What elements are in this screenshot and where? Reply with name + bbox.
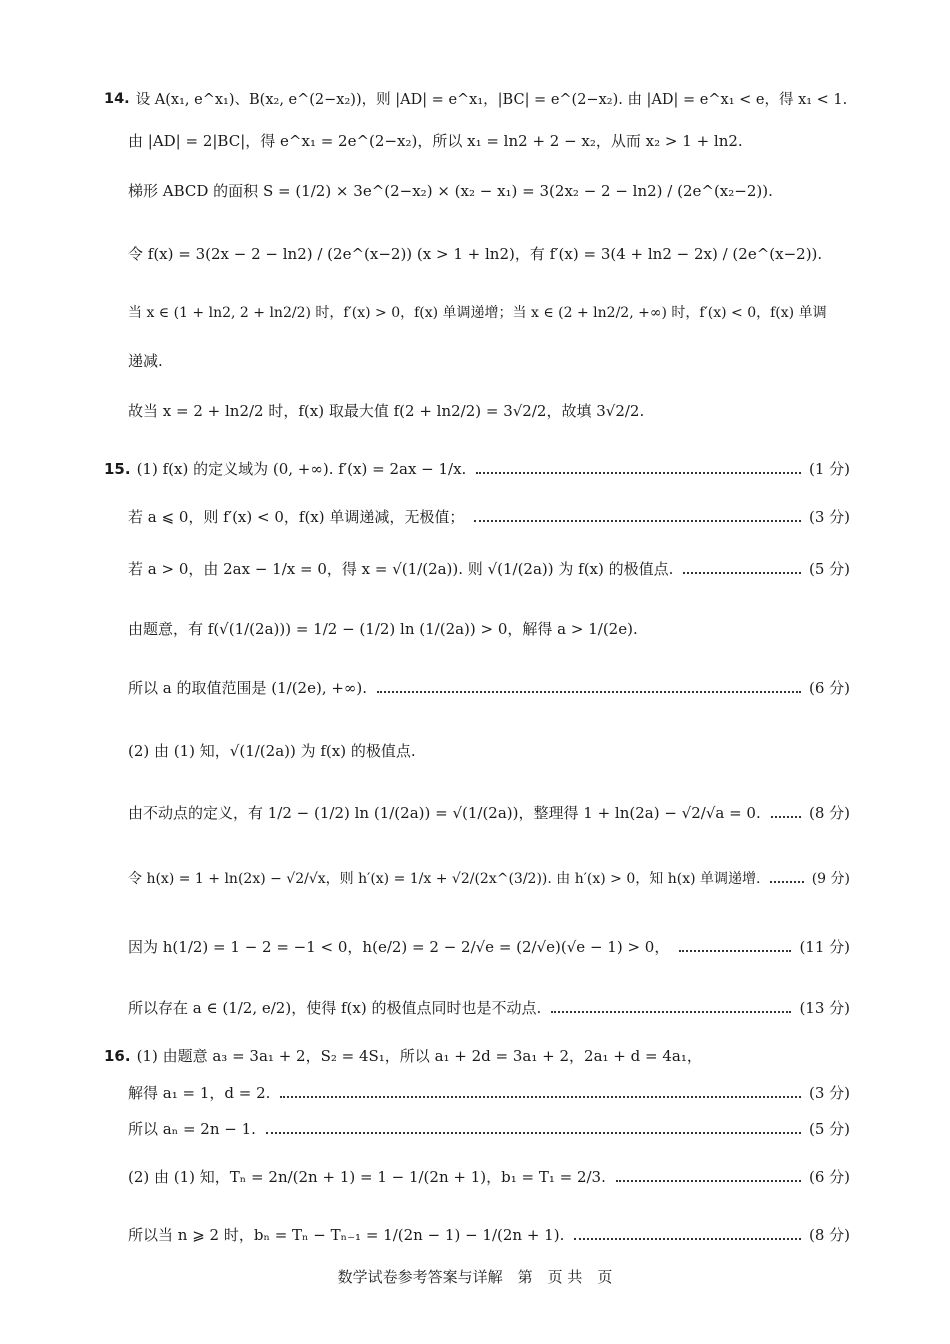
q15-line-8 bbox=[128, 868, 850, 888]
score-label: (13 分) bbox=[799, 999, 850, 1017]
q15-line-4 bbox=[128, 618, 850, 639]
dot-leader bbox=[771, 816, 801, 818]
q16-line-5 bbox=[128, 1224, 850, 1245]
q15-line-7 bbox=[128, 802, 850, 823]
q15-line-10 bbox=[128, 997, 850, 1018]
solution-text: (2) 由 (1) 知，Tₙ = 2n/(2n + 1) = 1 − 1/(2n + 1)，b₁ = T₁ = 2/3. bbox=[128, 1168, 606, 1186]
dot-leader bbox=[616, 1180, 801, 1182]
dot-leader bbox=[266, 1132, 801, 1134]
score-label: (11 分) bbox=[799, 938, 850, 956]
score-label: (5 分) bbox=[808, 560, 850, 578]
dot-leader bbox=[474, 520, 801, 522]
solution-text: 解得 a₁ = 1，d = 2. bbox=[128, 1084, 271, 1102]
q14-line-1 bbox=[104, 88, 850, 109]
solution-text: 递减. bbox=[128, 352, 163, 370]
q15-line-1 bbox=[104, 458, 850, 479]
solution-text: 所以存在 a ∈ (1/2, e/2)，使得 f(x) 的极值点同时也是不动点. bbox=[128, 999, 542, 1017]
q15-line-6 bbox=[128, 740, 850, 761]
q14-line-7 bbox=[128, 400, 850, 421]
solution-text: 梯形 ABCD 的面积 S = (1/2) × 3e^(2−x₂) × (x₂ − x₁) = 3(2x₂ − 2 − ln2) / (2e^(x₂−2)). bbox=[128, 182, 773, 200]
solution-text: 设 A(x₁, e^x₁)、B(x₂, e^(2−x₂))，则 |AD| = e^x₁，|BC| = e^(2−x₂). 由 |AD| = e^x₁ < e，得 x₁ < 1. bbox=[135, 92, 848, 108]
solution-text: 由题意，有 f(√(1/(2a))) = 1/2 − (1/2) ln (1/(2a)) > 0，解得 a > 1/(2e). bbox=[128, 620, 638, 638]
q16-line-1 bbox=[104, 1045, 850, 1066]
solution-text: 故当 x = 2 + ln2/2 时，f(x) 取最大值 f(2 + ln2/2) = 3√2/2，故填 3√2/2. bbox=[128, 402, 645, 420]
solution-text: 所以当 n ⩾ 2 时，bₙ = Tₙ − Tₙ₋₁ = 1/(2n − 1) − 1/(2n + 1). bbox=[128, 1226, 565, 1244]
question-number: 15. bbox=[104, 459, 131, 478]
q16-line-2 bbox=[128, 1082, 850, 1103]
score-label: (6 分) bbox=[808, 1168, 850, 1186]
q15-line-9 bbox=[128, 936, 850, 957]
q16-line-4 bbox=[128, 1166, 850, 1187]
dot-leader bbox=[683, 572, 801, 574]
score-label: (1 分) bbox=[808, 460, 850, 478]
score-label: (8 分) bbox=[808, 804, 850, 822]
solution-text: (1) f(x) 的定义域为 (0, +∞). f′(x) = 2ax − 1/x. bbox=[136, 460, 467, 478]
solution-text: 若 a > 0，由 2ax − 1/x = 0，得 x = √(1/(2a)). 则 √(1/(2a)) 为 f(x) 的极值点. bbox=[128, 560, 674, 578]
q14-line-2 bbox=[128, 130, 850, 151]
solution-text: 若 a ⩽ 0，则 f′(x) < 0，f(x) 单调递减，无极值； bbox=[128, 508, 465, 526]
score-label: (8 分) bbox=[808, 1226, 850, 1244]
question-number: 16. bbox=[104, 1046, 131, 1065]
q14-line-6 bbox=[128, 350, 850, 371]
dot-leader bbox=[679, 950, 791, 952]
solution-text: 因为 h(1/2) = 1 − 2 = −1 < 0，h(e/2) = 2 − 2/√e = (2/√e)(√e − 1) > 0， bbox=[128, 938, 670, 956]
solution-text: 由 |AD| = 2|BC|，得 e^x₁ = 2e^(2−x₂)，所以 x₁ = ln2 + 2 − x₂，从而 x₂ > 1 + ln2. bbox=[128, 132, 743, 150]
score-label: (9 分) bbox=[811, 871, 850, 887]
q15-line-5 bbox=[128, 677, 850, 698]
solution-text: 令 h(x) = 1 + ln(2x) − √2/√x，则 h′(x) = 1/x + √2/(2x^(3/2)). 由 h′(x) > 0，知 h(x) 单调递增. bbox=[128, 871, 761, 887]
q14-line-4 bbox=[128, 243, 850, 264]
score-label: (3 分) bbox=[808, 508, 850, 526]
solution-text: 所以 aₙ = 2n − 1. bbox=[128, 1120, 256, 1138]
solution-text: 由不动点的定义，有 1/2 − (1/2) ln (1/(2a)) = √(1/(2a))，整理得 1 + ln(2a) − √2/√a = 0. bbox=[128, 804, 761, 822]
q15-line-2 bbox=[128, 506, 850, 527]
q14-line-5 bbox=[128, 302, 850, 322]
score-label: (3 分) bbox=[808, 1084, 850, 1102]
score-label: (6 分) bbox=[808, 679, 850, 697]
dot-leader bbox=[770, 881, 803, 883]
q14-line-3 bbox=[128, 180, 850, 201]
solution-text: 当 x ∈ (1 + ln2, 2 + ln2/2) 时，f′(x) > 0，f(x) 单调递增；当 x ∈ (2 + ln2/2, +∞) 时，f′(x) < 0，f(x) 单调 bbox=[128, 305, 827, 321]
q15-line-3 bbox=[128, 558, 850, 579]
solution-text: 所以 a 的取值范围是 (1/(2e), +∞). bbox=[128, 679, 368, 697]
dot-leader bbox=[476, 472, 801, 474]
score-label: (5 分) bbox=[808, 1120, 850, 1138]
solution-text: (1) 由题意 a₃ = 3a₁ + 2，S₂ = 4S₁，所以 a₁ + 2d = 3a₁ + 2，2a₁ + d = 4a₁， bbox=[136, 1047, 702, 1065]
question-number: 14. bbox=[104, 90, 130, 107]
dot-leader bbox=[280, 1096, 801, 1098]
dot-leader bbox=[551, 1011, 791, 1013]
dot-leader bbox=[377, 691, 801, 693]
solution-text: (2) 由 (1) 知，√(1/(2a)) 为 f(x) 的极值点. bbox=[128, 742, 416, 760]
q16-line-3 bbox=[128, 1118, 850, 1139]
dot-leader bbox=[574, 1238, 801, 1240]
solution-text: 令 f(x) = 3(2x − 2 − ln2) / (2e^(x−2)) (x > 1 + ln2)，有 f′(x) = 3(4 + ln2 − 2x) / (2e^(x−2)). bbox=[128, 245, 823, 263]
page-footer: 数学试卷参考答案与详解 第 页 共 页 bbox=[337, 1268, 613, 1286]
